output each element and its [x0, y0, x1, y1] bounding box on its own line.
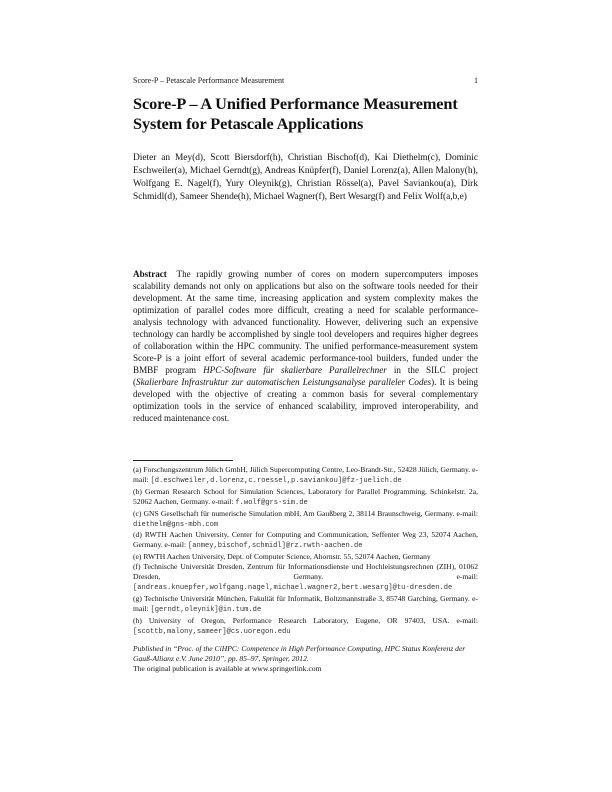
footnote-text: (e) RWTH Aachen University, Dept. of Computer Science, Ahornstr. 55, 52074 Aachen, Germany — [133, 552, 431, 562]
footnote-text: (f) Technische Universität Dresden, Zentrum für Informationsdienste und Hochleistungsrechnen (ZIH), 01062 Dresden, Germany. e-mail: — [133, 562, 478, 582]
abstract — [133, 268, 478, 424]
abstract-text-c: in the SILC project ( — [133, 365, 478, 387]
footnote-a — [133, 465, 478, 487]
running-header — [133, 76, 478, 85]
affiliation-footnotes — [133, 465, 478, 638]
footnote-c — [133, 509, 478, 531]
footnote-email[interactable]: [anmey,bischof,schmidl]@rz.rwth-aachen.de — [187, 542, 363, 551]
publication-note — [133, 644, 478, 674]
footnote-e — [133, 552, 478, 562]
footnote-b — [133, 487, 478, 509]
abstract-project-name: Skalierbare Infrastruktur zur automatischen Leistungsanalyse paralleler Codes — [136, 377, 432, 387]
footnote-g — [133, 594, 478, 616]
running-title: Score-P – Petascale Performance Measurement — [133, 76, 285, 85]
footnote-text: (a) Forschungszentrum Jülich GmbH, Jülich Supercomputing Centre, Leo-Brandt-Str., 52428 Jülich, Germany. e-mail: — [133, 465, 478, 484]
footnote-f — [133, 562, 478, 594]
footnote-text: (b) German Research School for Simulation Sciences, Laboratory for Parallel Programming, Schinkelstr. 2a, 52062 Aachen, Germany. e-mail: — [133, 486, 478, 506]
footnote-text: (d) RWTH Aachen University, Center for Computing and Communication, Seffenter Weg 23, 52074 Aachen, Germany. e-mail: — [133, 530, 478, 550]
footnote-h — [133, 616, 478, 638]
abstract-program-name: HPC-Software für skalierbare Parallelrechner — [203, 365, 387, 375]
footnote-text: (h) University of Oregon, Performance Research Laboratory, Eugene, OR 97403, USA. e-mail: — [133, 615, 478, 625]
abstract-text-a: The rapidly growing number of cores on modern supercomputers imposes scalability demands not only on applications but also on the software tools needed for their development. At the same time, increasing application and system complexity makes the optimization of parallel codes more difficult, creating a need for scalable performance-analysis technology with advanced functionality. However, delivering such an expensive technology can hardly be accomplished by single tool developers and requires higher degrees of collaboration within the HPC community. The unified performance-measurement system Score-P is a joint effort of several academic performance-tool builders, funded under the BMBF program — [133, 269, 479, 375]
author-list: Dieter an Mey(d), Scott Biersdorf(h), Christian Bischof(d), Kai Diethelm(c), Dominic Eschweiler(a), Michael Gerndt(g), Andreas Knüpfer(f), Daniel Lorenz(a), Allen Malony(h), Wolfgang E. Nagel(f), Yury Oleynik(g), Christian Rössel(a), Pavel Saviankou(a), Dirk Schmidl(d), Sameer Shende(h), Michael Wagner(f), Bert Wesarg(f) and Felix Wolf(a,b,e) — [133, 153, 478, 202]
footnote-d — [133, 530, 478, 552]
page-number: 1 — [474, 76, 478, 85]
footnote-email[interactable]: [scottb,malony,sameer]@cs.uoregon.edu — [133, 627, 291, 636]
footnote-email[interactable]: [d.eschweiler,d.lorenz,c.roessel,p.saviankou]@fz-juelich.de — [150, 476, 402, 485]
paper-title-line-2: System for Petascale Applications — [133, 113, 364, 133]
footnote-email[interactable]: [gerndt,oleynik]@in.tum.de — [150, 605, 262, 614]
paper-title-line-1: Score-P – A Unified Performance Measurement — [133, 94, 458, 113]
footnote-email[interactable]: diethelm@gns-mbh.com — [133, 520, 219, 529]
footnote-email[interactable]: [andreas.knuepfer,wolfgang.nagel,michael.wagner2,bert.wesarg]@tu-dresden.de — [133, 583, 453, 592]
abstract-label: Abstract — [133, 269, 167, 279]
footnote-text: (c) GNS Gesellschaft für numerische Simulation mbH, Am Gaußberg 2, 38114 Braunschweig, Germany. e-mail: — [133, 508, 478, 518]
footnote-text: (g) Technische Universität München, Fakultät für Informatik, Boltzmannstraße 3, 85748 Garching, Germany. e-mail: — [133, 593, 478, 613]
footnote-email[interactable]: f.wolf@grs-sim.de — [235, 498, 308, 507]
publication-reference: Published in “Proc. of the CiHPC: Competence in High Performance Computing, HPC Status Konferenz der Gauß-Allianz e.V. June 2010”, pp. 85–97, Springer, 2012. — [133, 644, 466, 663]
publication-availability: The original publication is available at www.springerlink.com — [133, 663, 322, 673]
footnote-divider — [133, 460, 233, 461]
paper-title — [133, 94, 478, 133]
abstract-text-e: ). It is being developed with the objective of creating a common basis for several complementary optimization tools in the service of enhanced scalability, improved interoperability, and reduced maintenance cost. — [133, 377, 478, 423]
